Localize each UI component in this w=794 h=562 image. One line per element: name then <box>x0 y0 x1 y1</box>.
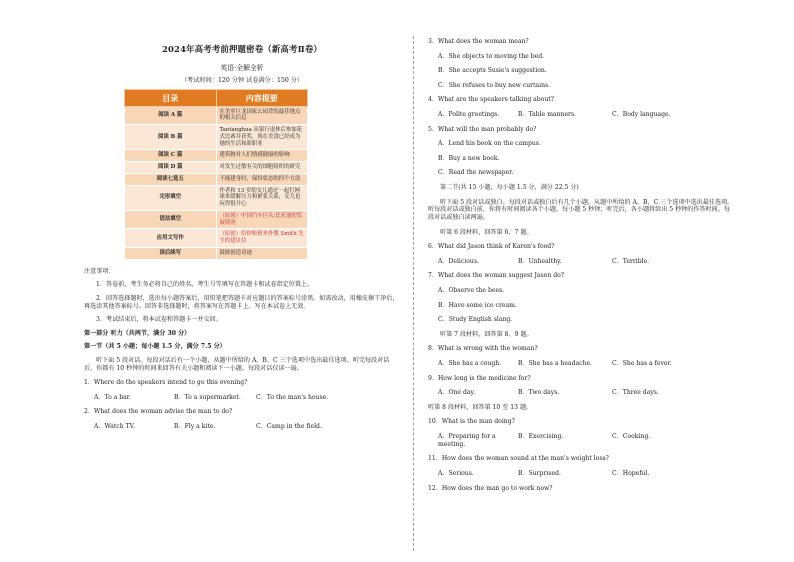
column-divider <box>413 36 414 551</box>
option-a: A．One day. <box>438 389 476 397</box>
toc-content: 不能建身时，保持状态的四个方法 <box>216 173 308 185</box>
option-c: C．She has a fever. <box>612 360 672 368</box>
right-column <box>428 38 734 492</box>
question-6-options <box>428 258 734 266</box>
toc-name: 阅读 C 篇 <box>125 150 217 162</box>
option-c: C．Read the newspaper. <box>438 169 514 177</box>
option-a: A．Lend his book on the campus. <box>438 140 541 148</box>
option-a: A．Preparing for a meeting. <box>438 433 496 448</box>
notes-heading: 注意事项： <box>84 267 115 275</box>
question-8: 8．What is wrong with the woman? <box>428 345 538 353</box>
toc-name: 应用文写作 <box>125 229 217 248</box>
option-b: B．Buy a new book. <box>438 154 500 162</box>
option-b: B．To a supermarket. <box>174 393 241 401</box>
material-6: 听第 6 段材料，回答第 6、7 题。 <box>440 228 533 236</box>
option-b: B．She accepts Susie's suggestion. <box>438 67 547 75</box>
contents-table <box>124 89 308 260</box>
option-a: A．Watch TV. <box>94 423 135 431</box>
table-row <box>125 125 308 150</box>
question-1: 1．Where do the speakers intend to go this evening? <box>84 379 248 387</box>
option-c: C．Three days. <box>612 389 659 397</box>
question-2-options <box>84 423 400 431</box>
option-b: B．She has a headache. <box>518 360 592 368</box>
option-c: C．Camp in the field. <box>256 423 322 431</box>
toc-name: 读后续写 <box>125 247 217 259</box>
question-9: 9．How long is the medicine for? <box>428 374 531 382</box>
option-c: C．Hopeful. <box>612 469 650 477</box>
option-b: B．Table manners. <box>518 111 577 119</box>
question-11: 11．How does the woman sound at the man's weight loss? <box>428 455 609 463</box>
option-a: A．Observe the bees. <box>438 286 505 294</box>
toc-name: 语法填空 <box>125 210 217 229</box>
option-c: C．To the man's house. <box>256 393 329 401</box>
note-item: 2．回答选择题时，选出每小题答案后，用铅笔把答题卡对应题目的答案标号涂黑。如需改动，用橡皮擦干净后，再选涂其他答案标号。回答非选择题时，将答案写在答题卡上。写在本试卷上无效。 <box>84 294 399 310</box>
toc-name: 完形填空 <box>125 185 217 210</box>
option-a: A．She has a cough. <box>438 360 502 368</box>
option-b: B．Exercising. <box>518 433 564 441</box>
exam-meta: （考试时间：120 分钟 试卷满分：150 分） <box>180 76 304 84</box>
table-row <box>125 106 308 125</box>
table-row <box>125 247 308 259</box>
question-2: 2．What does the woman advise the man to do? <box>84 408 233 416</box>
table-row <box>125 162 308 174</box>
toc-name: 阅读七选五 <box>125 173 217 185</box>
exam-subject: 英语·全解全析 <box>220 63 264 72</box>
toc-name: 阅读 B 篇 <box>125 125 217 150</box>
option-c: C．Cooking. <box>612 433 651 441</box>
left-column <box>84 36 400 431</box>
question-5: 5．What will the man probably do? <box>428 125 537 133</box>
part1-heading: 第一部分 听力（共两节，满分 30 分） <box>84 329 191 337</box>
question-12: 12．How does the man go to work now? <box>428 484 553 492</box>
toc-content: 建筑物对人们情感健康的影响 <box>216 150 308 162</box>
table-row <box>125 150 308 162</box>
question-4: 4．What are the speakers talking about? <box>428 96 555 104</box>
toc-name: 阅读 D 篇 <box>125 162 217 174</box>
question-4-options <box>428 111 734 119</box>
toc-content: （原创）中国汽车巨头:比亚迪的发展情况 <box>216 210 308 229</box>
option-c: C．Body language. <box>612 111 671 119</box>
note-item: 1．答卷前，考生务必将自己的姓名、考生号等填写在答题卡和试卷指定位置上。 <box>96 281 314 289</box>
section2-instructions: 听下面 5 段对话或独白。每段对话或独白后有几个小题，从题中所给的 A、B、C 三个选项中选出最佳选项。听每段对话或独白前，你将有时间阅读各个小题，每小题 5 秒钟；听完后，各小题将给出 5 秒钟的作答时间。每段对话或独白读两遍。 <box>428 198 734 221</box>
question-8-options <box>428 360 734 368</box>
option-a: A．Polite greetings. <box>438 111 500 119</box>
option-c: C．She refuses to buy new curtains. <box>438 81 551 89</box>
table-row <box>125 173 308 185</box>
option-c: C．Study English slang. <box>438 316 513 324</box>
option-a: A．To a bar. <box>94 393 131 401</box>
option-a: A．Serious. <box>438 469 474 477</box>
toc-content: 作者和 13 岁的女儿通过一起打网球来缓解压力和紧张关系，女儿也玩得很开心 <box>216 185 308 210</box>
toc-content: 在美单巨龙国家公园背的最佳地点的相关信息 <box>216 106 308 125</box>
option-b: B．Unhealthy. <box>518 257 562 265</box>
question-11-options <box>428 470 734 478</box>
option-b: B．Two days. <box>518 389 560 397</box>
option-a: A．She objects to moving the bed. <box>438 52 545 60</box>
table-row <box>125 210 308 229</box>
question-7: 7．What does the woman suggest Jason do? <box>428 272 565 280</box>
toc-header-catalog: 目录 <box>125 89 217 106</box>
question-6: 6．What did Jason think of Karen's food? <box>428 243 555 251</box>
question-1-options <box>84 394 400 402</box>
option-b: B．Have some ice cream. <box>438 301 517 309</box>
option-b: B．Surprised. <box>518 469 561 477</box>
toc-header-summary: 内容提要 <box>216 89 308 106</box>
section1-instructions: 听下面 5 段对话。每段对话后有一个小题，从题中所给的 A、B、C 三个选项中选出最佳选项。听完每段对话后，你都有 10 秒钟的时间来回答有关小题和阅读下一小题。每段对话仅读一遍。 <box>84 357 390 372</box>
material-8: 听第 8 段材料，回答第 10 至 13 题。 <box>428 403 533 411</box>
option-a: A．Delicious. <box>438 257 479 265</box>
question-9-options <box>428 389 734 397</box>
table-row <box>125 185 308 210</box>
option-b: B．Fly a kite. <box>174 423 216 431</box>
option-c: C．Terrible. <box>612 257 650 265</box>
toc-content: （原创）给你校新来外教 Smith 先生的建议信 <box>216 229 308 248</box>
section1-heading: 第一节（共 5 小题；每小题 1.5 分，满分 7.5 分） <box>84 343 226 351</box>
question-10-options <box>428 433 734 448</box>
section2-heading: 第二节(共 15 小题，每小题 1.5 分，满分 22.5 分) <box>440 184 579 192</box>
toc-name: 阅读 A 篇 <box>125 106 217 125</box>
question-3: 3．What does the woman mean? <box>428 38 529 45</box>
toc-content: 鼓励创造奇迹 <box>216 247 308 259</box>
note-item: 3．考试结束后，将本试卷和答题卡一并交回。 <box>96 316 222 324</box>
notes-section <box>84 268 400 324</box>
table-row <box>125 229 308 248</box>
toc-content: Tantanghua 从银行退休后参加花式比赛并获奖，现在美食已经成为她的生活和新职业 <box>216 125 308 150</box>
exam-title: 2024年高考考前押题密卷（新高考Ⅱ卷） <box>162 44 322 54</box>
material-7: 听第 7 段材料，回答第 8、9 题。 <box>440 330 533 338</box>
toc-content: 对发生过敏有关的细胞组织的研究 <box>216 162 308 174</box>
question-10: 10．What is the man doing? <box>428 418 515 426</box>
